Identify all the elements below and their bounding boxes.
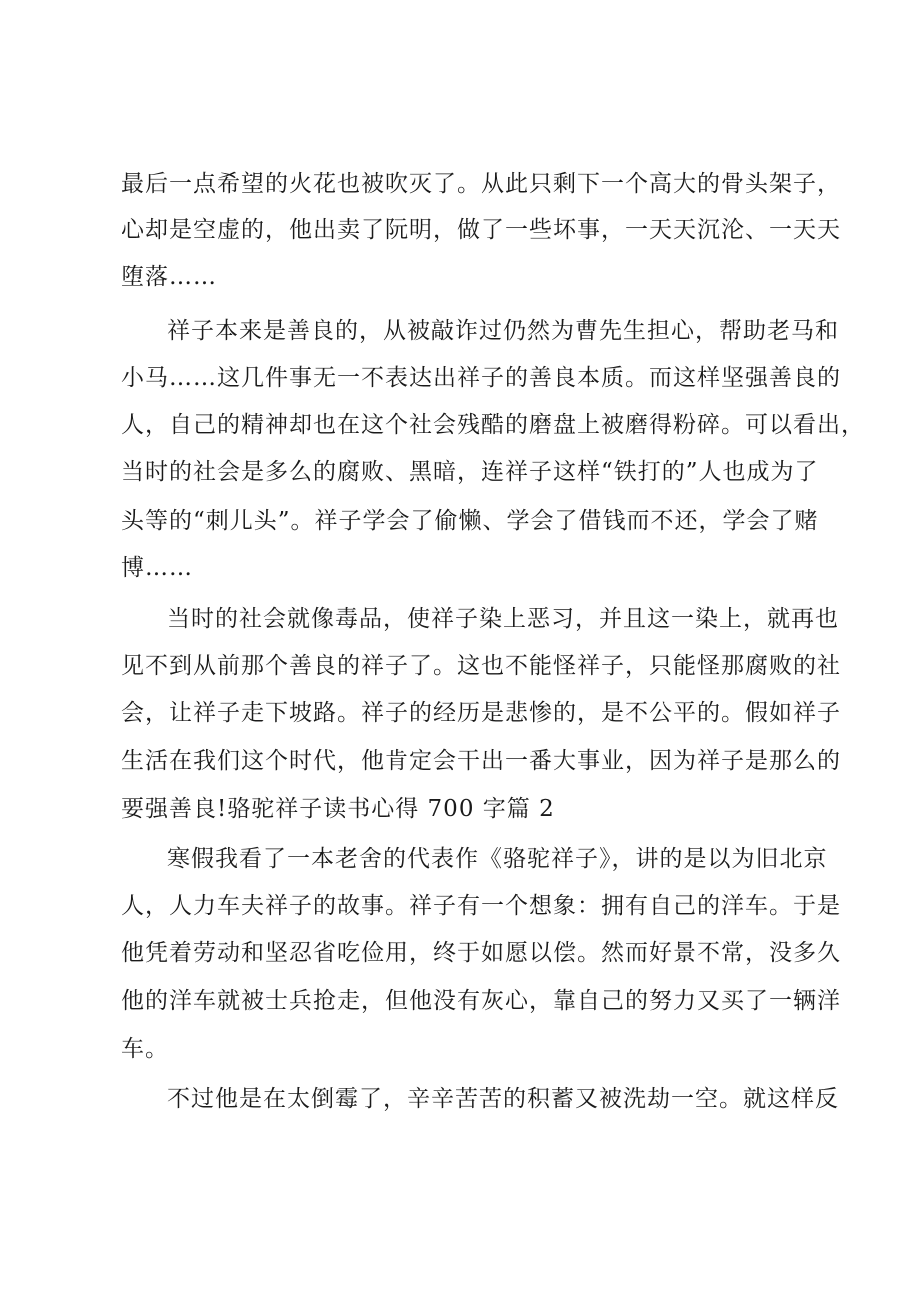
text-line: 车。 [121, 1036, 169, 1062]
text-line: 他的洋车就被士兵抢走，但他没有灰心，靠自己的努力又买了一辆洋 [121, 988, 841, 1014]
text-line: 生活在我们这个时代，他肯定会干出一番大事业，因为祥子是那么的 [121, 748, 841, 774]
text-line: 当时的社会是多么的腐败、黑暗，连祥子这样“铁打的”人也成为了 [121, 459, 819, 485]
paragraph-first-line: 当时的社会就像毒品，使祥子染上恶习，并且这一染上，就再也 [167, 606, 839, 632]
section-heading-line: 要强善良!骆驼祥子读书心得 700 字篇 2 [121, 796, 555, 822]
text-line: 会，让祥子走下坡路。祥子的经历是悲惨的，是不公平的。假如祥子 [121, 700, 841, 726]
text-line: 头等的“刺儿头”。祥子学会了偷懒、学会了借钱而不还，学会了赌 [121, 508, 819, 534]
text-line: 最后一点希望的火花也被吹灭了。从此只剩下一个高大的骨头架子， [121, 171, 841, 197]
text-line: 见不到从前那个善良的祥子了。这也不能怪祥子，只能怪那腐败的社 [121, 653, 841, 679]
text-line: 人，自己的精神却也在这个社会残酷的磨盘上被磨得粉碎。可以看出， [121, 412, 865, 438]
text-line: 人，人力车夫祥子的故事。祥子有一个想象：拥有自己的洋车。于是 [121, 893, 841, 919]
text-line: 他凭着劳动和坚忍省吃俭用，终于如愿以偿。然而好景不常，没多久 [121, 940, 841, 966]
paragraph-first-line: 寒假我看了一本老舍的代表作《骆驼祥子》，讲的是以为旧北京 [167, 846, 828, 872]
text-line: 堕落…… [121, 264, 217, 290]
text-line: 小马……这几件事无一不表达出祥子的善良本质。而这样坚强善良的 [121, 365, 841, 391]
text-line: 心却是空虚的，他出卖了阮明，做了一些坏事，一天天沉沦、一天天 [121, 217, 841, 243]
paragraph-first-line: 祥子本来是善良的，从被敲诈过仍然为曹先生担心，帮助老马和 [167, 318, 839, 344]
paragraph-first-line: 不过他是在太倒霉了，辛辛苦苦的积蓄又被洗劫一空。就这样反 [167, 1086, 839, 1112]
text-line: 博…… [121, 555, 193, 581]
